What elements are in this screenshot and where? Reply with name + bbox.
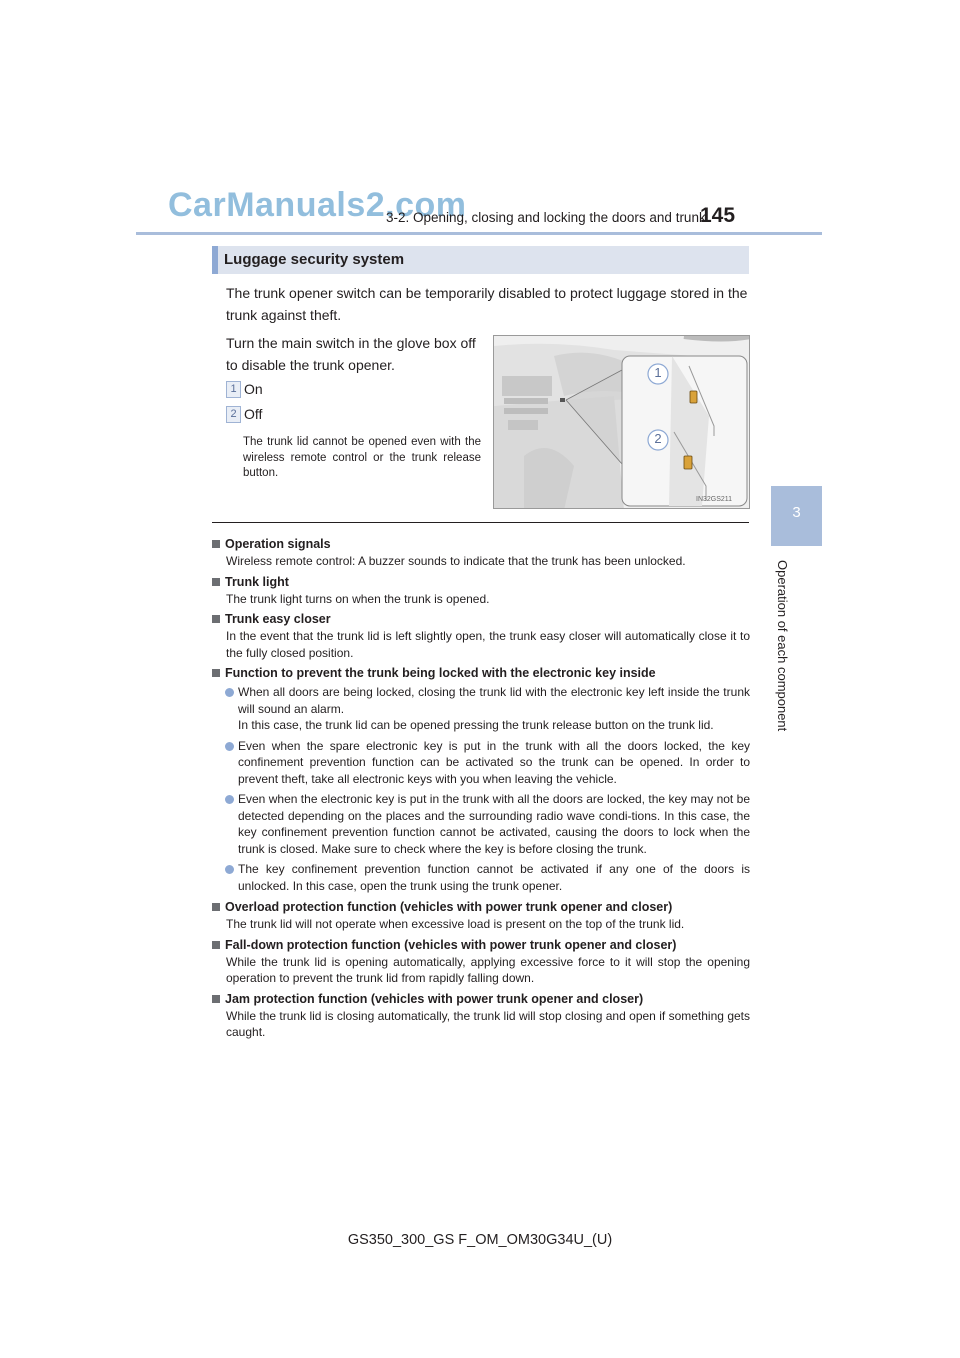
section-title: 3-2. Opening, closing and locking the doors and trunk [386, 210, 706, 225]
glove-box-switch-illustration [493, 335, 750, 509]
chapter-tab-number: 3 [792, 504, 801, 521]
bullet-text: In this case, the trunk lid can be opened pressing the trunk release button on the trunk lid. [238, 718, 714, 732]
chapter-tab-label: Operation of each component [775, 560, 790, 732]
bullet-text: The key confinement prevention function cannot be activated if any one of the doors is unlocked. In this case, open the trunk using the trunk opener. [238, 862, 750, 893]
header-rule [136, 232, 822, 235]
dashboard-drawing [494, 336, 750, 509]
instruction-paragraph: Turn the main switch in the glove box off to disable the trunk opener. [226, 335, 476, 373]
bullet-item [212, 684, 750, 734]
page-number: 145 [700, 204, 736, 227]
note-title: Trunk easy closer [212, 610, 750, 628]
off-note: The trunk lid cannot be opened even with the wireless remote control or the trunk release button. [243, 436, 481, 479]
bullet-item [212, 861, 750, 894]
note-title: Function to prevent the trunk being locked with the electronic key inside [212, 664, 750, 682]
note-body: In the event that the trunk lid is left slightly open, the trunk easy closer will automatically close it to the fully closed position. [226, 629, 750, 660]
watermark-logo: CarManuals2.com [168, 186, 467, 224]
figure-code: IN32GS211 [696, 496, 733, 503]
note-body: The trunk lid will not operate when excessive load is present on the top of the trunk lid. [226, 917, 685, 931]
note-body: While the trunk lid is opening automatically, applying excessive force to it will stop the opening operation to prevent the trunk lid from rapidly falling down. [226, 954, 750, 985]
bullet-item [212, 791, 750, 857]
bullet-text: When all doors are being locked, closing the trunk lid with the electronic key left inside the trunk will sound an alarm. [238, 685, 750, 716]
section-heading: Luggage security system [224, 251, 405, 268]
section-divider [212, 522, 749, 523]
callout-1: 1 [654, 365, 662, 380]
item-number-badge: 1 [226, 381, 241, 398]
notes-list [212, 532, 750, 1043]
bullet-item [212, 738, 750, 788]
item-label-on: On [244, 381, 263, 397]
note-body: While the trunk lid is closing automatically, the trunk lid will stop closing and open if something gets caught. [226, 1008, 750, 1039]
note-title: Overload protection function (vehicles with power trunk opener and closer) [212, 898, 750, 916]
note-title: Trunk light [212, 573, 750, 591]
callout-2: 2 [654, 431, 662, 446]
intro-paragraph: The trunk opener switch can be temporarily disabled to protect luggage stored in the trunk against theft. [226, 285, 748, 323]
footer-code: GS350_300_GS F_OM_OM30G34U_(U) [347, 1232, 613, 1248]
note-title: Jam protection function (vehicles with power trunk opener and closer) [212, 990, 750, 1008]
bullet-text: Even when the electronic key is put in the trunk with all the doors are locked, the key may not be detected depending on the places and the surrounding radio wave condi-tions. In this case, the key confinement prevention function cannot be activated, causing the doors to lock when the trunk is closed. Make sure to check where the key is before closing the trunk. [238, 792, 750, 856]
note-body: Wireless remote control: A buzzer sounds to indicate that the trunk has been unlocked. [226, 554, 686, 568]
note-title: Operation signals [212, 535, 750, 553]
item-number-badge: 2 [226, 406, 241, 423]
note-title: Fall-down protection function (vehicles with power trunk opener and closer) [212, 936, 750, 954]
note-body: The trunk light turns on when the trunk is opened. [226, 591, 490, 606]
bullet-text: Even when the spare electronic key is put in the trunk with all the doors locked, the key confinement prevention function can be activated so the trunk can be opened. In order to prevent theft, take all electronic keys with you when leaving the vehicle. [238, 738, 750, 786]
item-label-off: Off [244, 406, 263, 422]
